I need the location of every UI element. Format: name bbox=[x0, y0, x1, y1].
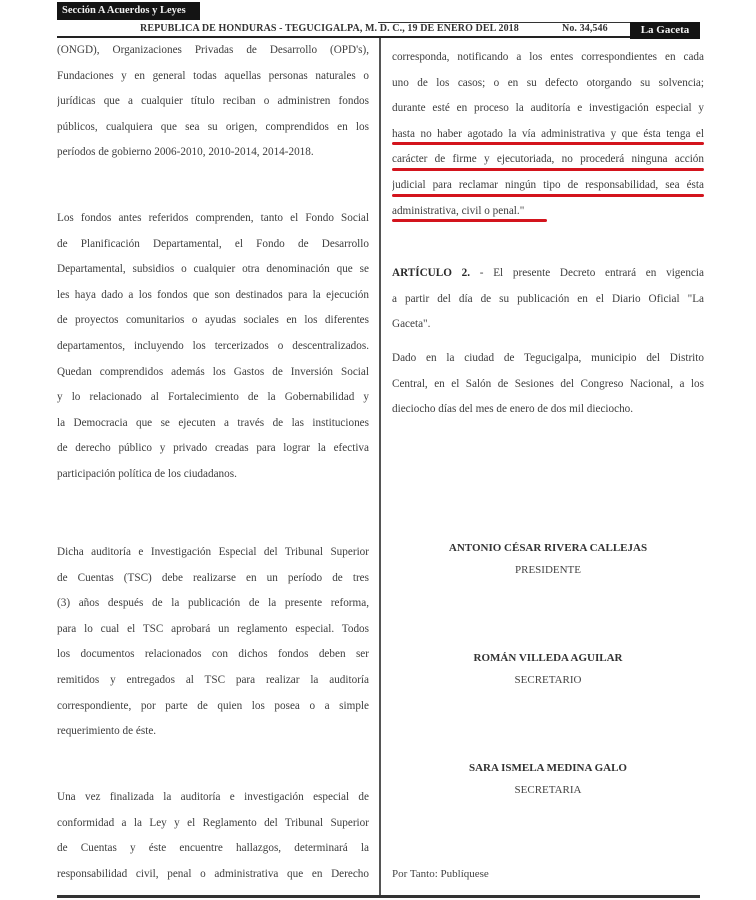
left-column-para-3 bbox=[57, 540, 369, 745]
signatory-name: ANTONIO CÉSAR RIVERA CALLEJAS bbox=[448, 542, 648, 554]
text-line: Dado en la ciudad de Tegucigalpa, municipio del Distrito bbox=[392, 352, 704, 364]
text-line: departamentos, incluyendo los tercerizados o descentralizados. bbox=[57, 339, 369, 352]
text-line: dieciocho días del mes de enero de dos mil dieciocho. bbox=[392, 403, 634, 416]
text-line: públicos, cualquiera que sea su origen, comprendidos en los bbox=[57, 120, 369, 133]
text-line: para lo cual el TSC aprobará un reglamento especial. Todos bbox=[57, 622, 369, 635]
text-line: (3) años después de la publicación de la presente reforma, bbox=[57, 597, 369, 610]
right-column-continuation bbox=[392, 45, 704, 224]
article-text: - El presente Decreto entrará en vigencia bbox=[479, 267, 704, 279]
text-line bbox=[392, 261, 704, 287]
text-line: Central, en el Salón de Sesiones del Congreso Nacional, a los bbox=[392, 377, 704, 390]
text-line: (ONGD), Organizaciones Privadas de Desarrollo (OPD's), bbox=[57, 44, 369, 56]
text-line: la Democracia que se ejecuten a través de las instituciones bbox=[57, 416, 369, 429]
text-line: corresponda, notificando a los entes correspondientes en cada bbox=[392, 51, 704, 63]
signature-block-president bbox=[392, 542, 704, 576]
highlighted-line: hasta no haber agotado la vía administrativa y que ésta tenga el bbox=[392, 122, 704, 148]
text-line: conformidad a la Ley y el Reglamento del Tribunal Superior bbox=[57, 816, 369, 829]
text-line: Una vez finalizada la auditoría e investigación especial de bbox=[57, 791, 369, 803]
text-line: y lo relacionado al Fortalecimiento de la Gobernabilidad y bbox=[57, 391, 369, 404]
signatory-role: SECRETARIO bbox=[514, 674, 582, 686]
text-line: Los fondos antes referidos comprenden, tanto el Fondo Social bbox=[57, 212, 369, 224]
text-line: uno de los casos; o en su defecto otorgando su solvencia; bbox=[392, 76, 704, 89]
text-line: de Cuentas y éste encuentre hallazgos, determinará la bbox=[57, 842, 369, 855]
signatory-role: PRESIDENTE bbox=[515, 564, 581, 576]
section-label: Sección A Acuerdos y Leyes bbox=[57, 2, 200, 20]
signature-block-secretary-1 bbox=[392, 652, 704, 686]
publication-line: REPUBLICA DE HONDURAS - TEGUCIGALPA, M. D. C., 19 DE ENERO DEL 2018 bbox=[140, 23, 519, 34]
text-line: a partir del día de su publicación en el Diario Oficial "La bbox=[392, 292, 704, 305]
publish-note: Por Tanto: Publíquese bbox=[392, 868, 489, 880]
text-line: Gaceta". bbox=[392, 318, 431, 331]
signatory-name: ROMÁN VILLEDA AGUILAR bbox=[473, 652, 623, 664]
text-line: jurídicas que a cualquier título reciban o administren fondos bbox=[57, 95, 369, 108]
text-line: les haya dado a los fondos que son destinados para la ejecución bbox=[57, 288, 369, 301]
signature-block-secretary-2 bbox=[392, 762, 704, 796]
text-line: requerimiento de éste. bbox=[57, 725, 157, 738]
text-line: participación política de los ciudadanos. bbox=[57, 467, 237, 480]
text-line: Departamental, subsidios o cualquier otra denominación que se bbox=[57, 263, 369, 276]
column-divider bbox=[379, 38, 381, 898]
left-column-para-2 bbox=[57, 206, 369, 488]
publication-header bbox=[57, 22, 630, 38]
text-line: períodos de gobierno 2006-2010, 2010-2014, 2014-2018. bbox=[57, 146, 314, 159]
article-paragraph bbox=[392, 261, 704, 338]
highlighted-line: carácter de firme y ejecutoriada, no procederá ninguna acción bbox=[392, 147, 704, 173]
text-line: durante esté en proceso la auditoría e investigación especial y bbox=[392, 102, 704, 115]
text-line: Quedan comprendidos además los Gastos de Inversión Social bbox=[57, 365, 369, 378]
text-line: Dicha auditoría e Investigación Especial del Tribunal Superior bbox=[57, 546, 369, 558]
signatory-role: SECRETARIA bbox=[514, 784, 582, 796]
left-column-para-4 bbox=[57, 785, 369, 887]
text-line: responsabilidad civil, penal o administrativa que en Derecho bbox=[57, 867, 369, 880]
highlighted-line: judicial para reclamar ningún tipo de responsabilidad, sea ésta bbox=[392, 173, 704, 199]
given-in-paragraph bbox=[392, 346, 704, 423]
text-line: Fundaciones y en general todas aquellas personas naturales o bbox=[57, 69, 369, 82]
text-line: de Planificación Departamental, el Fondo de Desarrollo bbox=[57, 237, 369, 250]
gazette-name: La Gaceta bbox=[630, 22, 700, 39]
text-line: los documentos relacionados con dichos fondos deben ser bbox=[57, 648, 369, 661]
article-label: ARTÍCULO 2. bbox=[392, 267, 471, 279]
text-line: de derecho público y privado creadas para lograr la efectiva bbox=[57, 442, 369, 455]
signatory-name: SARA ISMELA MEDINA GALO bbox=[468, 762, 627, 774]
text-line: de Cuentas (TSC) debe realizarse en un período de tres bbox=[57, 571, 369, 584]
left-column-para-1 bbox=[57, 38, 369, 166]
bottom-rule bbox=[57, 895, 700, 898]
text-line: correspondiente, por parte de quien los posea o a simple bbox=[57, 699, 369, 712]
issue-number: No. 34,546 bbox=[562, 23, 608, 34]
text-line: de proyectos comunitarios o ayudas sociales en los diferentes bbox=[57, 314, 369, 327]
text-line: remitidos y entregados al TSC para realizar la auditoría bbox=[57, 673, 369, 686]
highlighted-line: administrativa, civil o penal." bbox=[392, 199, 704, 225]
